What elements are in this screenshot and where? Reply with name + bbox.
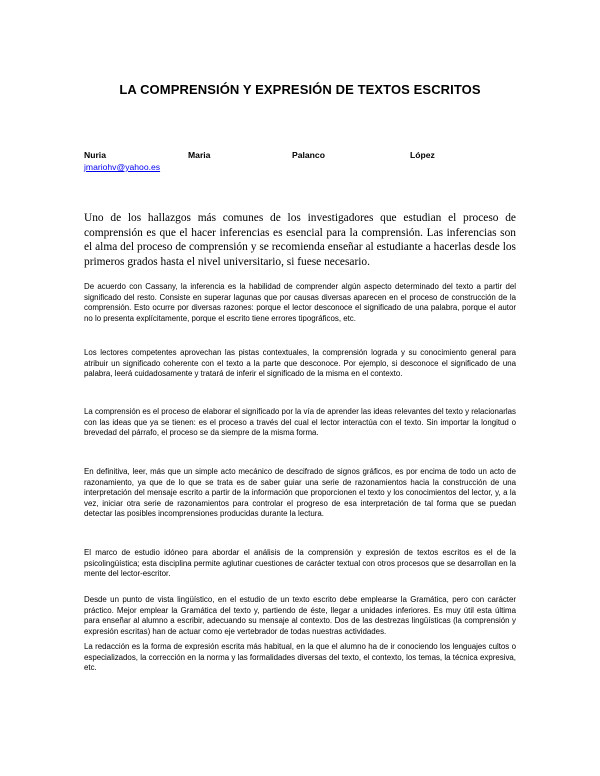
- author-last-name-2: López: [410, 150, 435, 160]
- document-title: LA COMPRENSIÓN Y EXPRESIÓN DE TEXTOS ESCRITOS: [119, 82, 481, 97]
- paragraph-3: La comprensión es el proceso de elaborar el significado por la vía de aprender las ideas relevantes del texto y relacionarlas con las ideas que ya se tienen: es el proceso a través del cual el lector interactúa con el texto. Sin importar la longitud o brevedad del párrafo, el proceso se da siempre de la misma forma.: [84, 407, 516, 437]
- paragraph-4: En definitiva, leer, más que un simple acto mecánico de descifrado de signos gráficos, es por encima de todo un acto de razonamiento, ya que de lo que se trata es de saber guiar una serie de razonamientos hacia la construcción de una interpretación del mensaje escrito a partir de la información que proporcionen el texto y los conocimientos del lector, y, a la vez, iniciar otra serie de razonamientos para controlar el progreso de esa interpretación de tal forma que se puedan detectar las posibles incomprensiones producidas durante la lectura.: [84, 467, 516, 518]
- author-first-name: Nuria: [84, 150, 106, 160]
- author-email-link[interactable]: jmariohv@yahoo.es: [84, 162, 161, 172]
- author-last-name-1: Palanco: [292, 150, 325, 160]
- paragraph-5: El marco de estudio idóneo para abordar el análisis de la comprensión y expresión de textos escritos es el de la psicolingüística; esta disciplina permite aglutinar cuestiones de carácter textual con otros procesos que se desarrollan en la mente del lector-escritor.: [84, 548, 516, 578]
- author-middle-name: Maria: [188, 150, 211, 160]
- paragraph-1: De acuerdo con Cassany, la inferencia es la habilidad de comprender algún aspecto determinado del texto a partir del significado del resto. Consiste en superar lagunas que por causas diversas aparecen en el proceso de construcción de la comprensión. Esto ocurre por diversas razones: porque el lector desconoce el significado de una palabra, porque el autor no lo presenta explícitamente, porque el escrito tiene errores tipográficos, etc.: [84, 282, 516, 323]
- paragraph-7: La redacción es la forma de expresión escrita más habitual, en la que el alumno ha de ir conociendo los lenguajes cultos o especializados, la corrección en la norma y las formalidades diversas del texto, el contexto, los temas, la técnica expresiva, etc.: [84, 642, 516, 672]
- intro-paragraph: Uno de los hallazgos más comunes de los investigadores que estudian el proceso de comprensión es que el hacer inferencias es esencial para la comprensión. Las inferencias son el alma del proceso de comprensión y se recomienda enseñar al estudiante a hacerlas desde los primeros grados hasta el nivel universitario, si fuese necesario.: [84, 212, 516, 268]
- paragraph-6: Desde un punto de vista lingüístico, en el estudio de un texto escrito debe emplearse la Gramática, pero con carácter práctico. Mejor emplear la Gramática del texto y, partiendo de éste, llegar a unidades inferiores. Es muy útil esta última para enseñar al alumno a escribir, adecuando su mensaje al contexto. Dos de las destrezas lingüísticas (la comprensión y expresión escritas) han de actuar como eje vertebrador de todas nuestras actividades.: [84, 595, 516, 636]
- paragraph-2: Los lectores competentes aprovechan las pistas contextuales, la comprensión lograda y su conocimiento general para atribuir un significado coherente con el texto a la parte que desconoce. Por ejemplo, si desconoce el significado de una palabra, leerá cuidadosamente y tratará de inferir el significado de la misma en el contexto.: [84, 348, 516, 378]
